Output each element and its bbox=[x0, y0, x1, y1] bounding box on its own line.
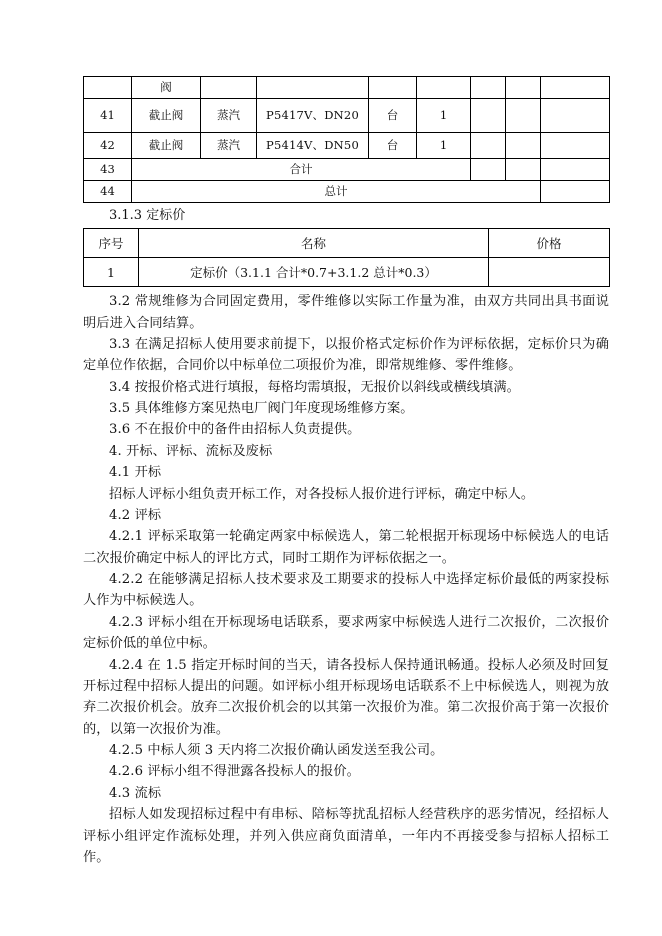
cell-total-value bbox=[541, 181, 610, 203]
cell-extra-2 bbox=[506, 159, 541, 181]
paragraph-3-6: 3.6 不在报价中的备件由招标人负责提供。 bbox=[109, 422, 361, 438]
cell-seq: 41 bbox=[84, 99, 132, 133]
paragraph-3-3: 3.3 在满足招标人使用要求前提下，以报价格式定标价作为评标依据，定标价只为确定单位作依据，合同价以中标单位二项报价为准，即常规维修、零件维修。 bbox=[83, 336, 609, 374]
cell-name: 定标价（3.1.1 合计*0.7+3.1.2 总计*0.3） bbox=[139, 258, 489, 287]
cell-extra-2 bbox=[506, 77, 541, 99]
cell-extra-3 bbox=[541, 77, 610, 99]
table-row-total bbox=[84, 181, 610, 203]
paragraph-4-1: 4.1 开标 bbox=[109, 465, 162, 481]
paragraph-4-2-5: 4.2.5 中标人须 3 天内将二次报价确认函发送至我公司。 bbox=[109, 743, 444, 759]
cell-qty bbox=[417, 77, 471, 99]
cell-seq bbox=[84, 77, 132, 99]
paragraph-4: 4. 开标、评标、流标及废标 bbox=[109, 443, 273, 459]
paragraph-4-2-2: 4.2.2 在能够满足招标人技术要求及工期要求的投标人中选择定标价最低的两家投标人作为中标候选人。 bbox=[83, 572, 609, 609]
bid-price-table bbox=[83, 228, 610, 287]
table-row-subtotal bbox=[84, 159, 610, 181]
table-row bbox=[84, 77, 610, 99]
table-row bbox=[84, 99, 610, 133]
cell-model: P5417V、DN20 bbox=[257, 99, 369, 133]
cell-seq: 42 bbox=[84, 133, 132, 159]
header-seq: 序号 bbox=[84, 229, 139, 258]
paragraph-4-2-6: 4.2.6 评标小组不得泄露各投标人的报价。 bbox=[109, 764, 360, 780]
valve-parts-table bbox=[83, 76, 610, 203]
cell-medium bbox=[201, 77, 257, 99]
cell-extra-3 bbox=[541, 133, 610, 159]
cell-qty: 1 bbox=[417, 133, 471, 159]
cell-seq: 1 bbox=[84, 258, 139, 287]
paragraph-3-4: 3.4 按报价格式进行填报，每格均需填报，无报价以斜线或横线填满。 bbox=[109, 379, 520, 395]
cell-price bbox=[489, 258, 610, 287]
cell-medium: 蒸汽 bbox=[201, 133, 257, 159]
cell-extra-2 bbox=[506, 99, 541, 133]
cell-seq: 44 bbox=[84, 181, 132, 203]
page-content bbox=[83, 76, 609, 868]
cell-name: 截止阀 bbox=[132, 133, 201, 159]
cell-unit: 台 bbox=[369, 99, 417, 133]
header-price: 价格 bbox=[489, 229, 610, 258]
paragraph-4-1-body: 招标人评标小组负责开标工作，对各投标人报价进行评标，确定中标人。 bbox=[109, 486, 535, 502]
paragraph-4-2: 4.2 评标 bbox=[109, 507, 162, 523]
cell-extra-1 bbox=[471, 159, 506, 181]
paragraph-3-5: 3.5 具体维修方案见热电厂阀门年度现场维修方案。 bbox=[109, 401, 414, 417]
paragraph-4-2-3: 4.2.3 评标小组在开标现场电话联系，要求两家中标候选人进行二次报价，二次报价定标价低的单位中标。 bbox=[83, 614, 609, 652]
table-row bbox=[84, 258, 610, 287]
body-paragraphs bbox=[83, 291, 609, 868]
cell-extra-3 bbox=[541, 159, 610, 181]
cell-unit: 台 bbox=[369, 133, 417, 159]
table-header-row bbox=[84, 229, 610, 258]
cell-extra-3 bbox=[541, 99, 610, 133]
cell-name: 截止阀 bbox=[132, 99, 201, 133]
cell-model: P5414V、DN50 bbox=[257, 133, 369, 159]
paragraph-3-2: 3.2 常规维修为合同固定费用，零件维修以实际工作量为准，由双方共同出具书面说明后进入合同结算。 bbox=[83, 294, 609, 331]
paragraph-4-2-1: 4.2.1 评标采取第一轮确定两家中标候选人，第二轮根据开标现场中标候选人的电话二次报价确定中标人的评比方式，同时工期作为评标依据之一。 bbox=[83, 529, 609, 566]
cell-qty: 1 bbox=[417, 99, 471, 133]
cell-extra-2 bbox=[506, 133, 541, 159]
paragraph-4-3-body: 招标人如发现招标过程中有串标、陪标等扰乱招标人经营秩序的恶劣情况，经招标人评标小组评定作流标处理，并列入供应商负面清单，一年内不再接受参与招标人招标工作。 bbox=[83, 807, 609, 865]
cell-extra-1 bbox=[471, 133, 506, 159]
cell-extra-1 bbox=[471, 77, 506, 99]
cell-model bbox=[257, 77, 369, 99]
cell-unit bbox=[369, 77, 417, 99]
cell-subtotal-label: 合计 bbox=[132, 159, 471, 181]
header-name: 名称 bbox=[139, 229, 489, 258]
section-heading-313: 3.1.3 定标价 bbox=[109, 208, 186, 223]
table-row bbox=[84, 133, 610, 159]
cell-extra-1 bbox=[471, 99, 506, 133]
cell-medium: 蒸汽 bbox=[201, 99, 257, 133]
paragraph-4-2-4: 4.2.4 在 1.5 指定开标时间的当天，请各投标人保持通讯畅通。投标人必须及时回复开标过程中招标人提出的问题。如评标小组开标现场电话联系不上中标候选人，则视为放弃二次报价机会。放弃二次报价机会的以其第一次报价为准。第二次报价高于第一次报价的，以第一次报价为准。 bbox=[83, 657, 609, 737]
cell-seq: 43 bbox=[84, 159, 132, 181]
paragraph-4-3: 4.3 流标 bbox=[109, 785, 162, 801]
cell-total-label: 总计 bbox=[132, 181, 541, 203]
cell-name: 阀 bbox=[132, 77, 201, 99]
